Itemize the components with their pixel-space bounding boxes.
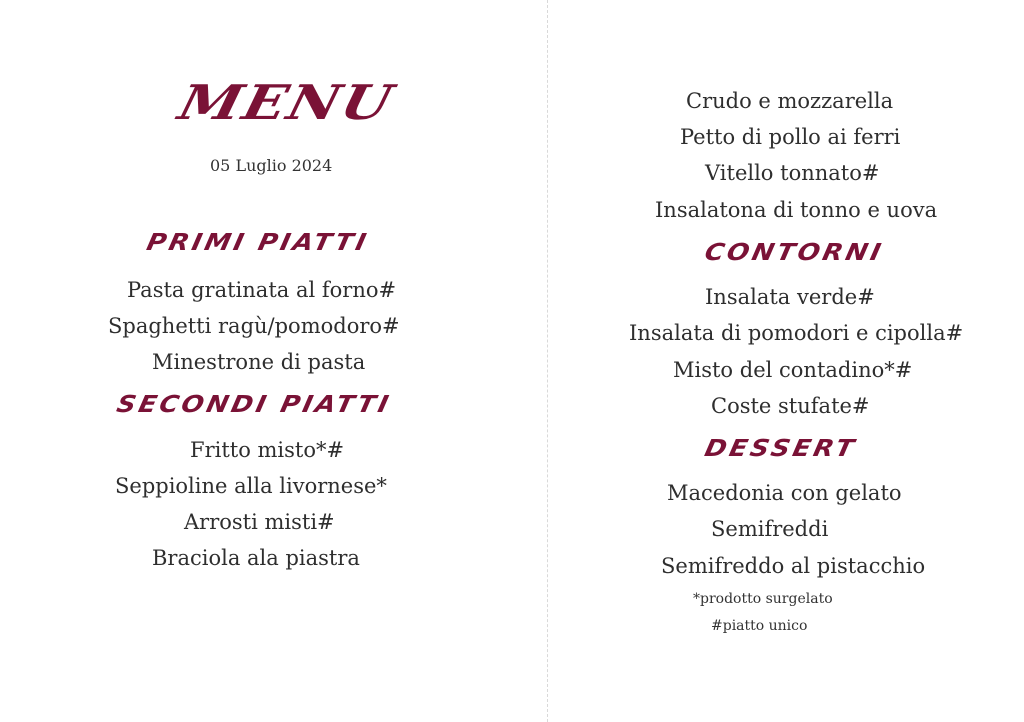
menu-item: Crudo e mozzarella (686, 89, 894, 113)
menu-item: Macedonia con gelato (667, 481, 902, 505)
menu-item: Insalata verde# (705, 285, 875, 309)
heading-dessert: DESSERT (702, 435, 860, 463)
note-frozen: *prodotto surgelato (693, 591, 833, 607)
menu-item: Seppioline alla livornese* (115, 474, 387, 498)
menu-item: Pasta gratinata al forno# (127, 278, 397, 302)
heading-secondi-piatti: SECONDI PIATTI (114, 391, 394, 419)
menu-item: Semifreddo al pistacchio (661, 554, 926, 578)
note-single-dish: #piatto unico (711, 618, 808, 634)
menu-item: Misto del contadino*# (673, 358, 913, 382)
menu-item: Braciola ala piastra (152, 546, 360, 570)
menu-item: Spaghetti ragù/pomodoro# (108, 314, 400, 338)
menu-item: Insalata di pomodori e cipolla# (629, 321, 964, 345)
right-page (548, 0, 1024, 722)
menu-item: Petto di pollo ai ferri (680, 125, 901, 149)
heading-contorni: CONTORNI (702, 239, 887, 267)
menu-item: Minestrone di pasta (152, 350, 366, 374)
menu-date: 05 Luglio 2024 (210, 156, 333, 175)
heading-primi-piatti: PRIMI PIATTI (144, 229, 372, 257)
menu-item: Vitello tonnato# (705, 161, 880, 185)
menu-item: Semifreddi (711, 517, 829, 541)
menu-title: MENU (173, 74, 400, 132)
menu-item: Coste stufate# (711, 394, 870, 418)
menu-item: Fritto misto*# (190, 438, 345, 462)
menu-item: Arrosti misti# (184, 510, 335, 534)
menu-item: Insalatona di tonno e uova (655, 198, 938, 222)
